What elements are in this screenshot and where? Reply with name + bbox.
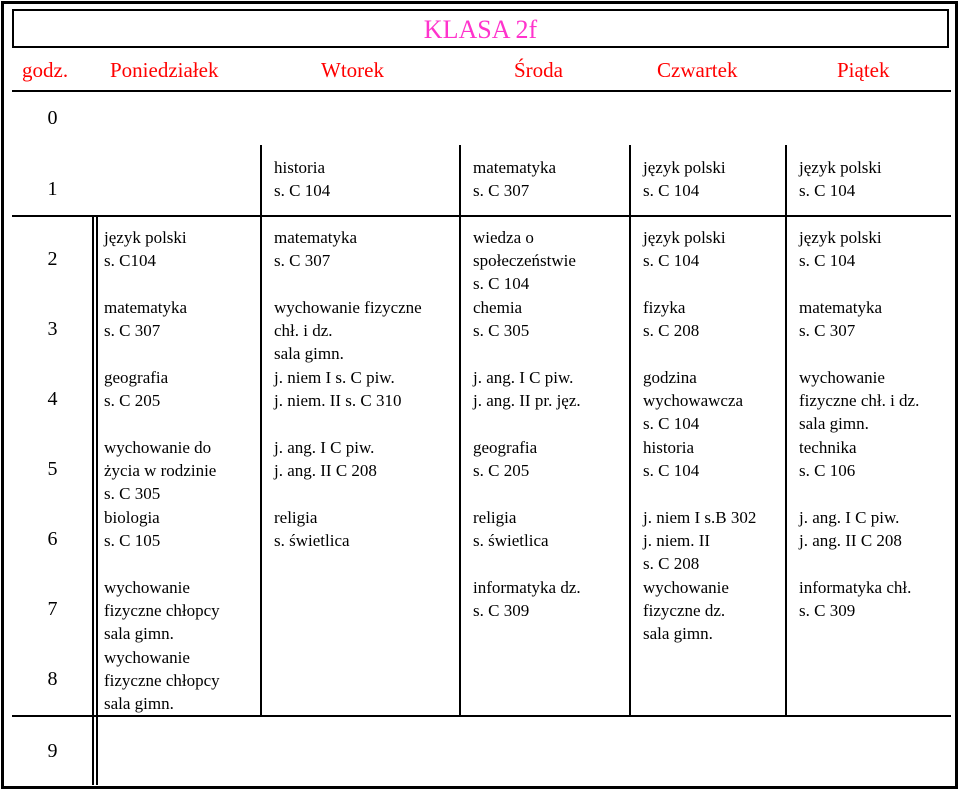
lesson-cell: geografia s. C 205 [104,368,169,410]
lesson-cell: wychowanie fizyczne chł. i dz. sala gimn. [799,368,920,433]
lesson-cell: technika s. C 106 [799,438,857,480]
grid-line [12,715,951,717]
lesson-cell: j. niem I s. C piw. j. niem. II s. C 310 [274,368,402,410]
header-tuesday: Wtorek [321,58,384,82]
lesson-cell: wiedza o społeczeństwie s. C 104 [473,228,576,293]
hour-label: 6 [47,528,58,550]
lesson-cell: informatyka chł. s. C 309 [799,578,912,620]
header-monday: Poniedziałek [110,58,219,82]
lesson-cell: fizyka s. C 208 [643,298,700,340]
title-bar [12,9,949,48]
hour-label: 3 [47,318,58,340]
timetable-sheet [1,1,958,789]
lesson-cell: matematyka s. C 307 [274,228,358,270]
hour-label: 5 [47,458,58,480]
lesson-cell: język polski s. C 104 [643,228,726,270]
grid-line [12,90,951,92]
lesson-cell: historia s. C 104 [643,438,700,480]
lesson-cell: j. ang. I C piw. j. ang. II C 208 [274,438,377,480]
lesson-cell: j. ang. I C piw. j. ang. II pr. jęz. [473,368,581,410]
header-thursday: Czwartek [657,58,738,82]
hour-label: 0 [47,107,58,129]
lesson-cell: język polski s. C 104 [799,158,882,200]
grid-line [629,145,631,715]
lesson-cell: chemia s. C 305 [473,298,530,340]
lesson-cell: historia s. C 104 [274,158,331,200]
lesson-cell: godzina wychowawcza s. C 104 [643,368,744,433]
lesson-cell: matematyka s. C 307 [799,298,883,340]
lesson-cell: geografia s. C 205 [473,438,538,480]
lesson-cell: język polski s. C 104 [643,158,726,200]
lesson-cell: język polski s. C 104 [799,228,882,270]
hour-label: 1 [47,178,58,200]
class-title: KLASA 2f [423,15,538,44]
grid-line [785,145,787,715]
lesson-cell: j. ang. I C piw. j. ang. II C 208 [799,508,902,550]
lesson-cell: wychowanie fizyczne chł. i dz. sala gimn. [274,298,422,363]
grid-line [260,145,262,715]
lesson-cell: wychowanie fizyczne chłopcy sala gimn. [104,648,220,713]
grid-line [459,145,461,715]
lesson-cell: informatyka dz. s. C 309 [473,578,581,620]
grid-line [96,215,98,785]
header-hour: godz. [22,58,69,82]
hour-label: 9 [47,740,58,762]
hour-label: 7 [47,598,58,620]
lesson-cell: wychowanie do życia w rodzinie s. C 305 [104,438,217,503]
lesson-cell: wychowanie fizyczne chłopcy sala gimn. [104,578,220,643]
lesson-cell: religia s. świetlica [274,508,350,550]
lesson-cell: biologia s. C 105 [104,508,161,550]
grid-line [92,215,94,785]
hour-label: 8 [47,668,58,690]
lesson-cell: język polski s. C104 [104,228,187,270]
hour-label: 4 [47,388,58,410]
lesson-cell: j. niem I s.B 302 j. niem. II s. C 208 [643,508,757,573]
lesson-cell: wychowanie fizyczne dz. sala gimn. [643,578,729,643]
header-friday: Piątek [837,58,890,82]
grid-line [12,215,951,217]
lesson-cell: matematyka s. C 307 [104,298,188,340]
lesson-cell: religia s. świetlica [473,508,549,550]
hour-label: 2 [47,248,58,270]
lesson-cell: matematyka s. C 307 [473,158,557,200]
header-wednesday: Środa [514,58,563,82]
